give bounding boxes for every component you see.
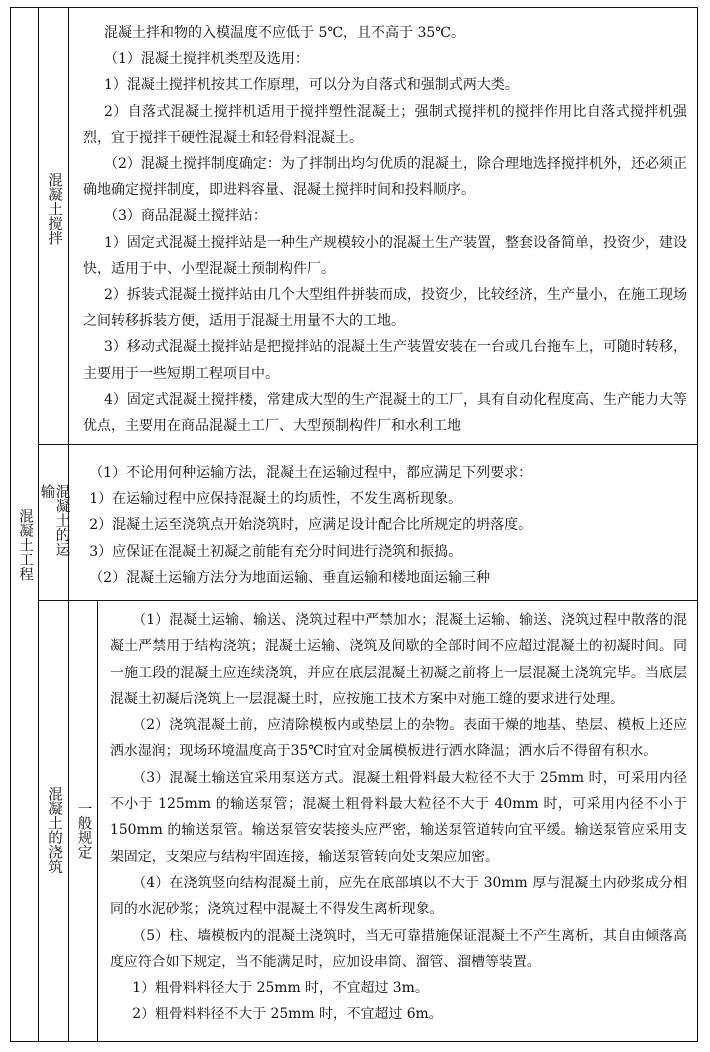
paragraph: （2）混凝土运输方法分为地面运输、垂直运输和楼地面运输三种	[89, 569, 491, 586]
section-label-cell	[39, 8, 69, 444]
paragraph: 混凝土拌和物的入模温度不应低于 5℃，且不高于 35℃。	[104, 25, 465, 41]
paragraph: 3）移动式混凝土搅拌站是把搅拌站的混凝土生产装置安装在一台或几台拖车上，可随时转移，主要用于一些短期工程项目中。	[83, 339, 687, 382]
paragraph: 1）粗骨料料径大于 25mm 时，不宜超过 3m。	[132, 980, 429, 997]
section-content	[69, 445, 697, 591]
paragraph: 2）粗骨料料径不大于 25mm 时，不宜超过 6m。	[132, 1006, 443, 1023]
section-label-cell	[39, 445, 69, 600]
main-category-label: 混凝土工程	[17, 508, 33, 582]
section-content	[98, 601, 697, 1028]
paragraph: （1）不论用何种运输方法，混凝土在运输过程中，都应满足下列要求：	[89, 465, 533, 481]
paragraph: （2）混凝土搅拌制度确定：为了拌制出均匀优质的混凝土，除合理地选择搅拌机外，还必须正确地确定搅拌制度，即进料容量、混凝土搅拌时间和投料顺序。	[83, 156, 687, 199]
paragraph: 4）固定式混凝土搅拌楼，常建成大型的生产混凝土的工厂，具有自动化程度高、生产能力大等优点，主要用在商品混凝土工厂、大型预制构件厂和水利工地	[83, 391, 687, 435]
section-pouring	[39, 601, 697, 1041]
document-table	[10, 7, 698, 1042]
section-label-cell	[39, 601, 69, 1041]
subsection-label-cell	[69, 601, 98, 1041]
paragraph: （4）在浇筑竖向结构混凝土前，应先在底部填以不大于 30mm 厚与混凝土内砂浆成分相同的水泥砂浆；浇筑过程中混凝土不得发生离析现象。	[110, 874, 687, 918]
paragraph: （2）浇筑混凝土前，应清除模板内或垫层上的杂物。表面干燥的地基、垫层、模板上还应洒水湿润；现场环境温度高于35℃时宜对金属模板进行洒水降温；洒水后不得留有积水。	[110, 717, 687, 760]
paragraph: （1）混凝土运输、输送、浇筑过程中严禁加水；混凝土运输、输送、浇筑过程中散落的混凝土严禁用于结构浇筑；混凝土运输、浇筑及间歇的全部时间不应超过混凝土的初凝时间。同一施工段的混凝土应连续浇筑，并应在底层混凝土初凝之前将上一层混凝土浇筑完毕。当底层混凝土初凝后浇筑上一层混凝土时，应按施工技术方案中对施工缝的要求进行处理。	[110, 612, 687, 707]
paragraph: 3）应保证在混凝土初凝之前能有充分时间进行浇筑和振捣。	[89, 543, 463, 560]
paragraph: 1）在运输过程中应保持混凝土的均质性，不发生离析现象。	[89, 491, 463, 508]
main-category-cell	[11, 8, 39, 1041]
section-label: 混凝土的浇筑	[46, 786, 62, 874]
section-label: 混凝土搅拌	[46, 172, 62, 245]
paragraph: 1）固定式混凝土搅拌站是一种生产规模较小的混凝土生产装置，整套设备简单，投资少，建设快，适用于中、小型混凝土预制构件厂。	[83, 234, 687, 277]
section-label: 混凝土的运输	[38, 483, 70, 557]
paragraph: 2）混凝土运至浇筑点开始浇筑时，应满足设计配合比所规定的坍落度。	[89, 517, 533, 534]
paragraph: （1）混凝土搅拌机类型及选用：	[104, 51, 309, 68]
paragraph: （3）商品混凝土搅拌站：	[104, 208, 267, 225]
section-content	[69, 8, 697, 439]
paragraph: 1）混凝土搅拌机按其工作原理，可以分为自落式和强制式两大类。	[104, 77, 519, 94]
section-transport	[39, 445, 697, 601]
paragraph: （3）混凝土输送宜采用泵送方式。混凝土粗骨料最大粒径不大于 25mm 时，可采用内径不小于 125mm 的输送泵管；混凝土粗骨料最大粒径不大于 40mm 时，可采用内径不小于 150mm 的输送泵管。输送泵管安装接头应严密，输送泵管道转向宜平缓。输送泵管应采用支架固定，支架应与结构牢固连接，输送泵管转向处支架应加密。	[110, 769, 687, 865]
subsection-label: 一般规定	[75, 800, 92, 859]
paragraph: （5）柱、墙模板内的混凝土浇筑时，当无可靠措施保证混凝土不产生离析，其自由倾落高度应符合如下规定，当不能满足时，应加设串筒、溜管、溜槽等装置。	[110, 927, 687, 970]
paragraph: 2）拆装式混凝土搅拌站由几个大型组件拼装而成，投资少，比较经济，生产量小，在施工现场之间转移拆装方便，适用于混凝土用量不大的工地。	[83, 287, 687, 330]
section-mixing	[39, 8, 697, 445]
paragraph: 2）自落式混凝土搅拌机适用于搅拌塑性混凝土；强制式搅拌机的搅拌作用比自落式搅拌机强烈，宜于搅拌干硬性混凝土和轻骨料混凝土。	[83, 103, 687, 146]
